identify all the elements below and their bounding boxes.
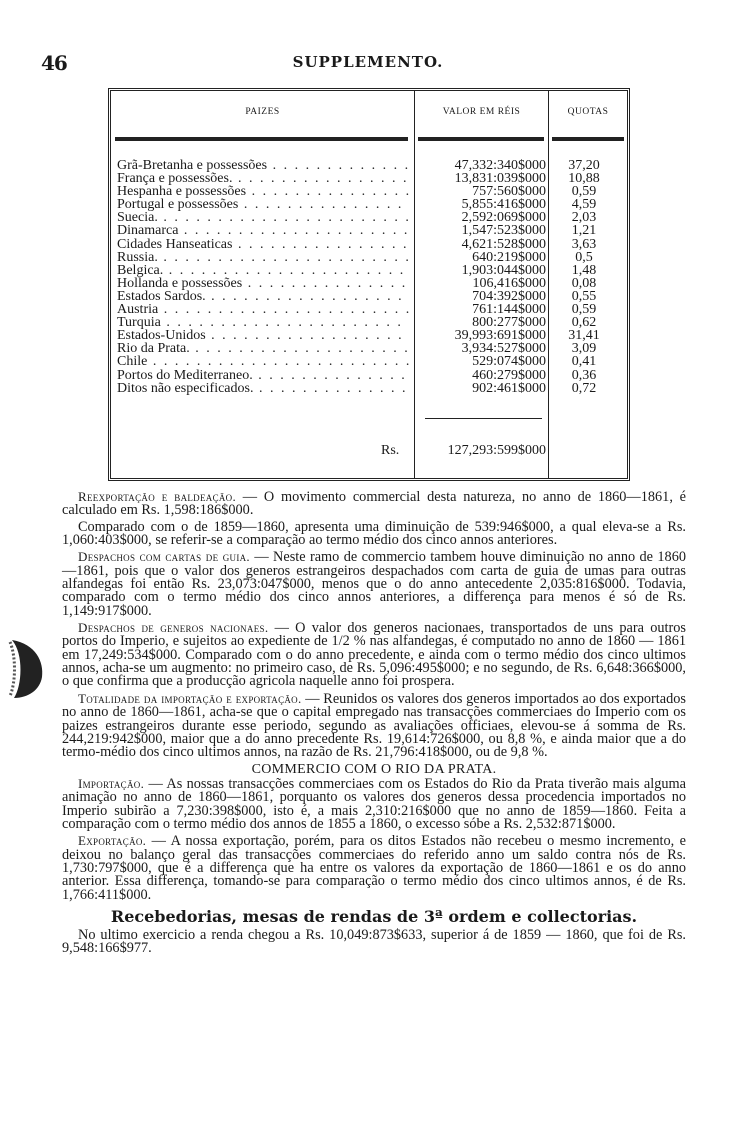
total-value: 127,293:599$000 (447, 443, 546, 458)
quota: 0,59 (571, 302, 597, 318)
value-reis: 47,332:340$000 (454, 158, 546, 173)
quota: 3,63 (571, 236, 597, 252)
quota: 0,62 (571, 315, 597, 331)
value-reis: 4,621:528$000 (461, 236, 546, 252)
paragraph-reexportacao-2 (62, 518, 686, 549)
value-reis: 3,934:527$000 (461, 341, 546, 357)
value-reis: 2,592:069$000 (461, 210, 546, 226)
value-reis: 1,903:044$000 (461, 262, 546, 278)
value-reis: 704:392$000 (472, 288, 546, 304)
header-rule (552, 137, 624, 141)
table-row (117, 369, 627, 382)
country-name: Turquia . . . (117, 316, 409, 329)
table-row (117, 198, 627, 211)
table-body (117, 159, 627, 395)
quota: 0,59 (571, 184, 597, 200)
value-reis: 39,993:691$000 (454, 328, 546, 344)
paragraph-text: — Neste ramo de commercio tambem houve diminuição no anno de 1860—1861, pois que o valor dos generos estrangeiros despachados com carta de guia de umas para outras alfandegas foi então Rs. 23,073:047$000, menos que o do anno antecedente 2,035:816$000. Todavia, comparado com o termo médio dos cinco annos anteriores, a differença para menos é só de Rs. 1,149:917$000. (62, 549, 686, 619)
section-heading: Exportação. (78, 833, 147, 849)
running-head: SUPPLEMENTO. (292, 53, 444, 71)
header-quotas: QUOTAS (567, 107, 609, 117)
table-row (117, 264, 627, 277)
quota: 4,59 (571, 197, 597, 213)
value-reis: 757:560$000 (472, 184, 546, 200)
section-heading: Totalidade da importação e exportação. (78, 690, 302, 706)
section-heading: Reexportação e baldeação. (78, 489, 237, 504)
paragraph-recebedorias (62, 926, 686, 957)
paragraph-text: — Reunidos os valores dos generos importados ao dos exportados no anno de 1860—1861, acha-se que o capital empregado nas transacções commerciaes do Imperio com os paizes estrangeiros durante esse periodo, segundo as avaliações officiaes, elevou-se á somma de Rs. 244,219:942$000, maior que a do anno precedente Rs. 19,614:726$000, ou 8,8 %, e ainda maior que a do termo-médio dos cinco ultimos annos, na razão de Rs. 21,796:418$000, ou de 9,8 %. (62, 690, 686, 761)
value-reis: 761:144$000 (472, 302, 546, 318)
paragraph-text: — O movimento commercial desta natureza, no anno de 1860—1861, é calculado em Rs. 1,598:186$000. (62, 489, 686, 519)
paragraph-importacao (62, 777, 686, 831)
countries-table (108, 88, 630, 481)
value-reis: 1,547:523$000 (461, 223, 546, 239)
value-reis: 529:074$000 (472, 354, 546, 370)
country-name: Cidades Hanseaticas . . . (117, 238, 409, 251)
header-paizes: PAIZES (245, 107, 280, 117)
country-name: Portos do Mediterraneo. . . . (117, 369, 409, 382)
section-heading: Despachos de generos nacionaes. (78, 620, 269, 636)
paragraph-text: — As nossas transacções commerciaes com os Estados do Rio da Prata tiverão mais alguma animação no anno de 1860—1861, porquanto os valores dos generos dessa procedencia importados no Imperio subirão a 7,230:398$000, isto é, a mais 2,310:216$000 que no anno de 1859—1860. Feita a comparação com o termo médio dos annos de 1855 a 1860, o excesso sóbe a Rs. 2,532:871$000. (62, 775, 686, 832)
table-row (117, 342, 627, 355)
section-heading: Importação. (78, 775, 145, 791)
paragraph-totalidade (62, 692, 686, 760)
table-row (117, 303, 627, 316)
value-reis: 800:277$000 (472, 315, 546, 331)
total-rule (425, 418, 542, 419)
header-rule (418, 137, 544, 141)
paragraph-exportacao (62, 834, 686, 902)
value-reis: 5,855:416$000 (461, 197, 546, 213)
value-reis: 640:219$000 (472, 249, 546, 265)
country-name: Dinamarca . . . (117, 224, 409, 237)
country-name: Hollanda e possessões . . . (117, 277, 409, 290)
quota: 0,55 (571, 288, 597, 304)
table-row (117, 277, 627, 290)
quota: 0,5 (575, 249, 593, 265)
paragraph-text: — A nossa exportação, porém, para os ditos Estados não recebeu o mesmo incremento, e deixou no balanço geral das transacções commerciaes do referido anno um saldo contra nós de Rs. 1,730:797$000, que é a differença que ha entre os valores da exportação de 1860—1861 e os do anno anterior. Essa differença, tomando-se para comparação o termo médio dos cinco ultimos annos, é de Rs. 1,766:411$000. (62, 833, 686, 903)
binding-stain-mark (6, 632, 46, 702)
country-name: Grã-Bretanha e possessões . . . (117, 159, 409, 172)
country-name: Estados Sardos. . . . (117, 290, 409, 303)
page-number: 46 (41, 51, 67, 75)
value-reis: 902:461$000 (472, 380, 546, 396)
country-name: Estados-Unidos . . . (117, 329, 409, 342)
quota: 0,41 (571, 354, 597, 370)
quota: 1,48 (571, 262, 597, 278)
quota: 1,21 (571, 223, 597, 239)
table-row (117, 329, 627, 342)
table-row (117, 159, 627, 172)
country-name: Portugal e possessões . . . (117, 198, 409, 211)
paragraph-text: No ultimo exercicio a renda chegou a Rs. 10,049:873$633, superior á de 1859 — 1860, que foi de Rs. 9,548:166$977. (62, 926, 686, 957)
country-name: Belgica. . . . (117, 264, 409, 277)
paragraph-reexportacao (62, 490, 686, 518)
quota: 3,09 (571, 341, 597, 357)
body-text (62, 490, 686, 959)
quota: 10,88 (568, 171, 600, 187)
table-row (117, 172, 627, 185)
quota: 0,72 (571, 380, 597, 396)
table-row (117, 316, 627, 329)
country-name: Russia. . . . (117, 251, 409, 264)
value-reis: 13,831:039$000 (454, 171, 546, 187)
table-row (117, 224, 627, 237)
recebedorias-title: Recebedorias, mesas de rendas de 3ª ordem e collectorias. (110, 906, 638, 926)
paragraph-text: Comparado com o de 1859—1860, apresenta uma diminuição de 539:946$000, a qual eleva-se a Rs. 1,060:403$000, se referir-se a comparação ao termo médio dos cinco annos anteriores. (62, 518, 686, 549)
country-name: Chile . . . (117, 355, 409, 368)
value-reis: 106,416$000 (472, 275, 546, 291)
country-name: Ditos não especificados. . . . (117, 382, 409, 395)
country-name: Hespanha e possessões . . . (117, 185, 409, 198)
country-name: Austria . . . (117, 303, 409, 316)
table-row (117, 251, 627, 264)
header-valor: VALOR EM RÉIS (442, 107, 521, 117)
quota: 0,36 (571, 367, 597, 383)
quota: 37,20 (568, 158, 600, 173)
table-row (117, 185, 627, 198)
country-name: França e possessões. . . . (117, 172, 409, 185)
section-heading: Despachos com cartas de guia. (78, 549, 250, 565)
table-row (117, 211, 627, 224)
country-name: Rio da Prata. . . . (117, 342, 409, 355)
quota: 31,41 (568, 328, 600, 344)
value-reis: 460:279$000 (472, 367, 546, 383)
country-name: Suecia. . . . (117, 211, 409, 224)
table-row (117, 290, 627, 303)
rio-prata-title: COMMERCIO COM O RIO DA PRATA. (251, 761, 497, 777)
paragraph-text: — O valor dos generos nacionaes, transportados de uns para outros portos do Imperio, e sujeitos ao expediente de 1/2 % nas alfandegas, é computado no anno de 1860 — 1861 em 17,249:534$000. Comparado com o do anno precedente, e ainda com o termo médio dos cinco ultimos annos, acha-se um augmento: no primeiro caso, de Rs. 5,096:495$000; e no segundo, de Rs. 6,648:366$000, o que confirma que a producção agricola naquelle anno foi prospera. (62, 620, 686, 690)
paragraph-generos-nacionaes (62, 621, 686, 689)
quota: 0,08 (571, 275, 597, 291)
table-row (117, 238, 627, 251)
table-row (117, 382, 627, 395)
total-label: Rs. (381, 443, 400, 458)
quota: 2,03 (571, 210, 597, 226)
header-rule (115, 137, 408, 141)
table-row (117, 355, 627, 368)
paragraph-cartas-guia (62, 550, 686, 618)
